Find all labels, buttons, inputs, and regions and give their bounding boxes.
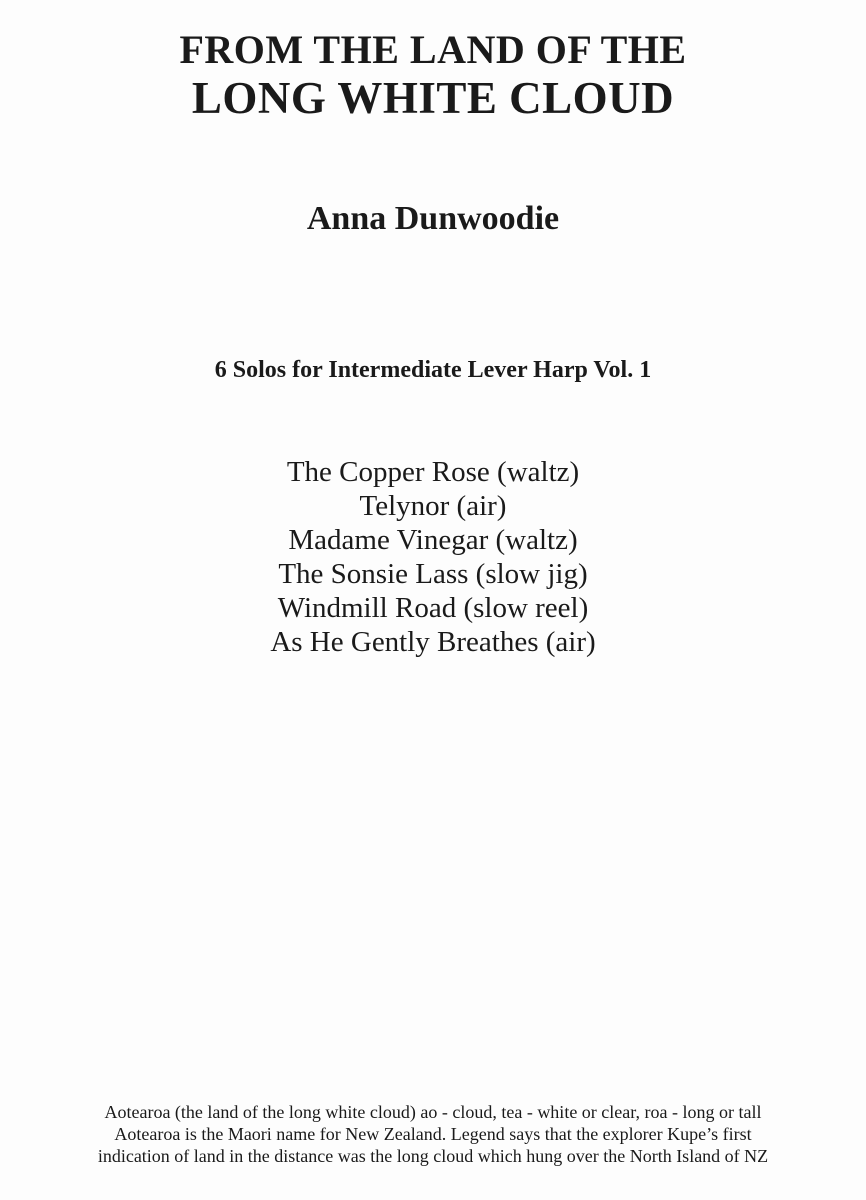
footer-line: Aotearoa (the land of the long white cloud) ao - cloud, tea - white or clear, roa - long or tall [104, 1102, 762, 1122]
footer-line: indication of land in the distance was the long cloud which hung over the North Island of NZ [97, 1146, 769, 1166]
contents-list [0, 455, 866, 659]
contents-item: Madame Vinegar (waltz) [288, 524, 578, 556]
contents-item: Windmill Road (slow reel) [277, 592, 589, 624]
contents-item: Telynor (air) [359, 490, 507, 522]
author-name: Anna Dunwoodie [306, 200, 560, 237]
contents-item: The Sonsie Lass (slow jig) [278, 558, 588, 590]
footer-note [0, 1101, 866, 1167]
contents-item: As He Gently Breathes (air) [270, 626, 596, 658]
contents-item: The Copper Rose (waltz) [286, 456, 580, 488]
footer-line: Aotearoa is the Maori name for New Zealand. Legend says that the explorer Kupe’s first [114, 1124, 752, 1144]
title-line-2: LONG WHITE CLOUD [191, 73, 675, 123]
subtitle: 6 Solos for Intermediate Lever Harp Vol. 1 [214, 357, 652, 383]
title-line-1: FROM THE LAND OF THE [179, 27, 687, 72]
